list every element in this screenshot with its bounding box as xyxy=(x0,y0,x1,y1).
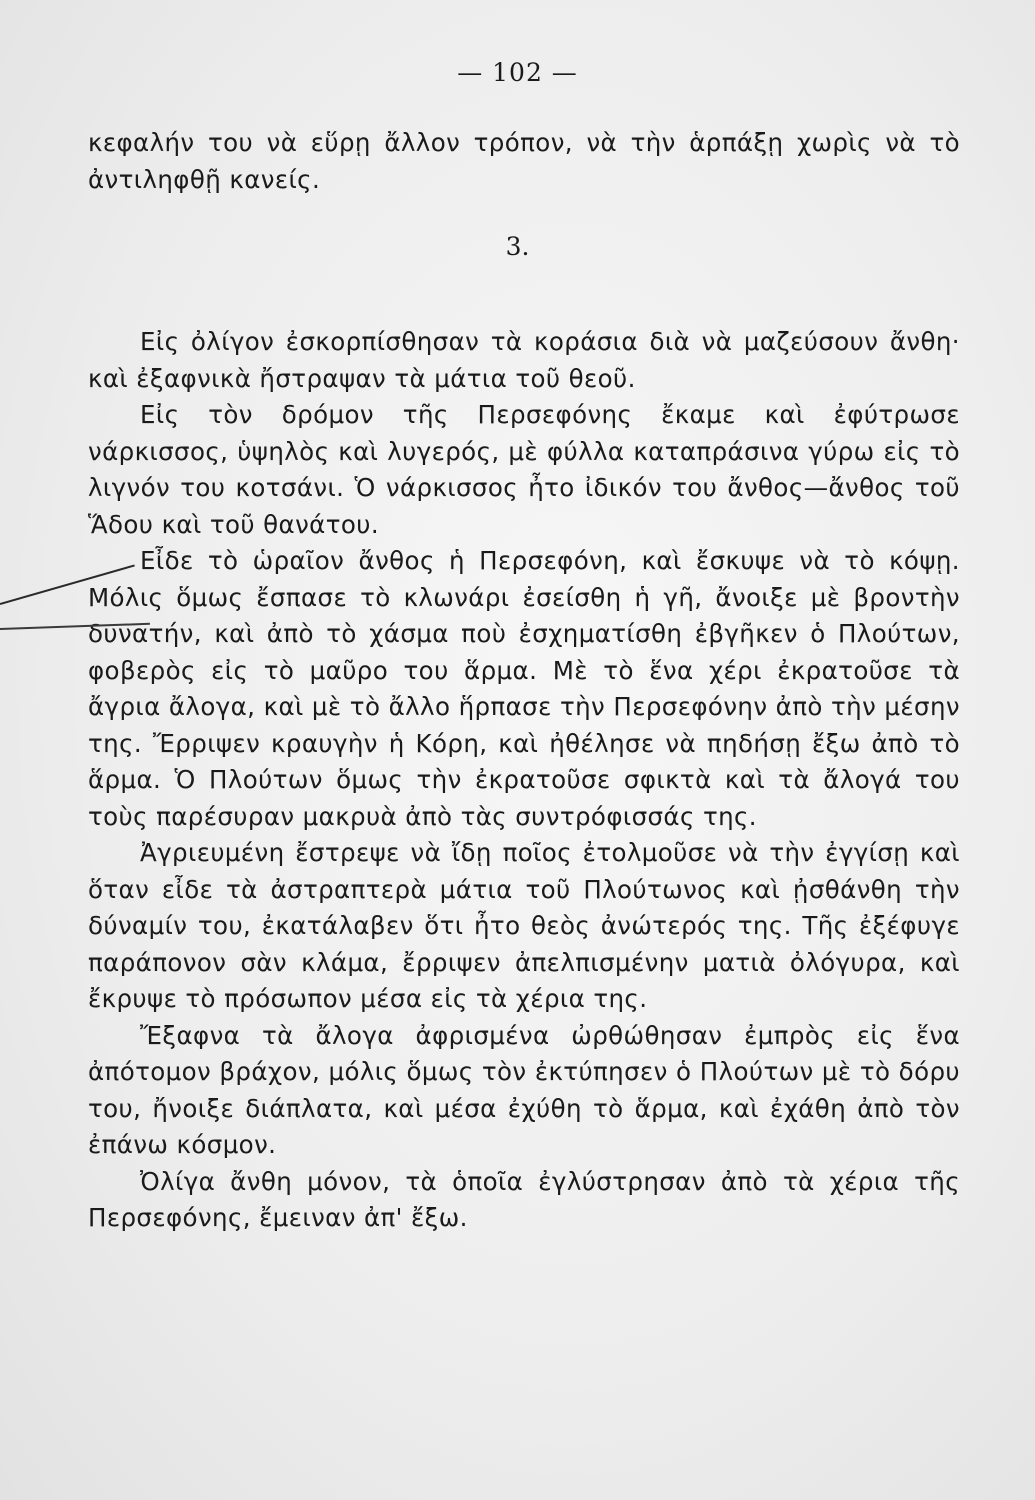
continuation-text xyxy=(88,125,960,198)
paragraph: Ἀγριευμένη ἔστρεψε νὰ ἴδῃ ποῖος ἐτολμοῦσε νὰ τὴν ἐγγίσῃ καὶ ὅταν εἶδε τὰ ἀστραπτερὰ μάτια τοῦ Πλούτωνος καὶ ᾐσθάνθη τὴν δύναμίν του, ἐκατάλαβεν ὅτι ἦτο θεὸς ἀνώτερός της. Τῆς ἐξέφυγε παράπονον σὰν κλάμα, ἔρριψεν ἀπελπισμένην ματιὰ ὀλόγυρα, καὶ ἔκρυψε τὸ πρόσωπον μέσα εἰς τὰ χέρια της. xyxy=(88,838,960,1013)
paragraph: Εἶδε τὸ ὡραῖον ἄνθος ἡ Περσεφόνη, καὶ ἔσκυψε νὰ τὸ κόψῃ. Μόλις ὅμως ἔσπασε τὸ κλωνάρι ἐσείσθη ἡ γῆ, ἄνοιξε μὲ βροντὴν δυνατήν, καὶ ἀπὸ τὸ χάσμα ποὺ ἐσχηματίσθη ἐβγῆκεν ὁ Πλούτων, φοβερὸς εἰς τὸ μαῦρο του ἅρμα. Μὲ τὸ ἕνα χέρι ἐκρατοῦσε τὰ ἄγρια ἄλογα, καὶ μὲ τὸ ἄλλο ἥρπασε τὴν Περσεφόνην ἀπὸ τὴν μέσην της. Ἔρριψεν κραυγὴν ἡ Κόρη, καὶ ἠθέλησε νὰ πηδήσῃ ἔξω ἀπὸ τὸ ἅρμα. Ὁ Πλούτων ὅμως τὴν ἐκρατοῦσε σφικτὰ καὶ τὰ ἄλογά του τοὺς παρέσυραν μακρυὰ ἀπὸ τὰς συντρόφισσάς της. xyxy=(88,546,960,831)
section-body xyxy=(88,324,960,1237)
paragraph: Εἰς ὀλίγον ἐσκορπίσθησαν τὰ κοράσια διὰ νὰ μαζεύσουν ἄνθη· καὶ ἐξαφνικὰ ἤστραψαν τὰ μάτια τοῦ θεοῦ. xyxy=(88,327,960,393)
page-number: — 102 — xyxy=(457,58,578,87)
section-number: 3. xyxy=(505,232,530,261)
paragraph: Ἔξαφνα τὰ ἄλογα ἀφρισμένα ὠρθώθησαν ἐμπρὸς εἰς ἕνα ἀπότομον βράχον, μόλις ὅμως τὸν ἐκτύπησεν ὁ Πλούτων μὲ τὸ δόρυ του, ἤνοιξε διάπλατα, καὶ μέσα ἐχύθη τὸ ἅρμα, καὶ ἐχάθη ἀπὸ τὸν ἐπάνω κόσμον. xyxy=(88,1020,960,1159)
paragraph: Εἰς τὸν δρόμον τῆς Περσεφόνης ἔκαμε καὶ ἐφύτρωσε νάρκισσος, ὑψηλὸς καὶ λυγερός, μὲ φύλλα καταπράσινα γύρω εἰς τὸ λιγνόν του κοτσάνι. Ὁ νάρκισσος ἦτο ἰδικόν του ἄνθος—ἄνθος τοῦ Ἅδου καὶ τοῦ θανάτου. xyxy=(88,400,960,539)
paragraph: κεφαλήν του νὰ εὕρῃ ἄλλον τρόπον, νὰ τὴν ἁρπάξῃ χωρὶς νὰ τὸ ἀντιληφθῇ κανείς. xyxy=(88,128,960,194)
paragraph: Ὀλίγα ἄνθη μόνον, τὰ ὁποῖα ἐγλύστρησαν ἀπὸ τὰ χέρια τῆς Περσεφόνης, ἔμειναν ἀπ' ἔξω. xyxy=(88,1166,960,1232)
